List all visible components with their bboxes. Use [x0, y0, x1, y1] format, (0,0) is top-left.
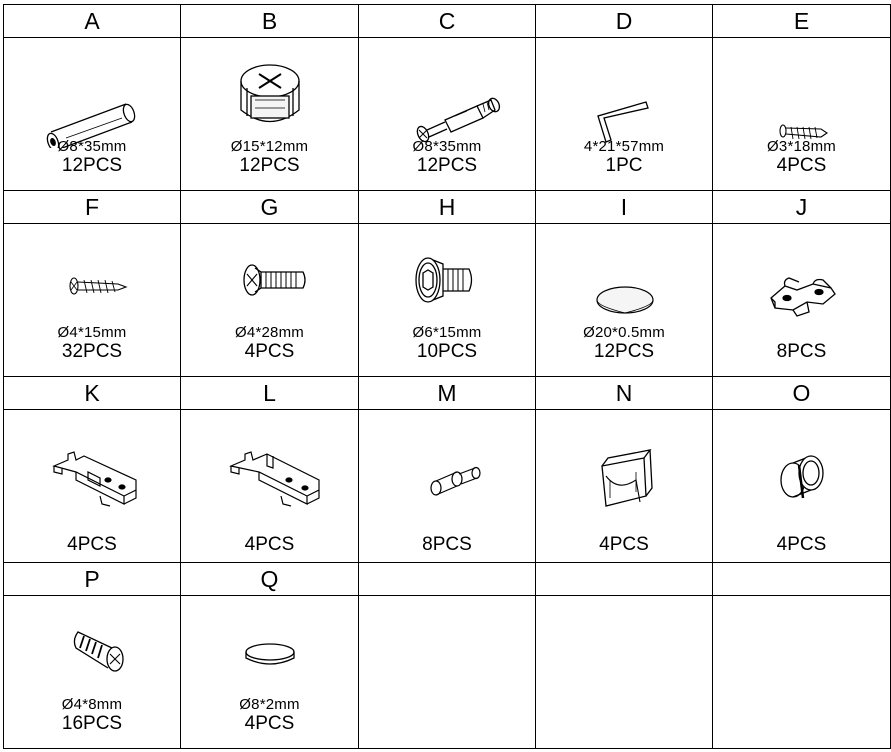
part-quantity: 10PCS [416, 341, 478, 362]
part-cell-b [181, 38, 359, 191]
empty-cell [536, 596, 713, 749]
part-cell-m [359, 410, 536, 563]
header-row [4, 377, 891, 410]
part-cell-i [536, 224, 713, 377]
empty-cell [359, 596, 536, 749]
hinge-plate-icon [713, 224, 890, 334]
part-letter: K [4, 377, 181, 410]
part-size: 4*21*57mm [583, 138, 665, 155]
header-row [4, 191, 891, 224]
cam-lock-icon [181, 38, 358, 148]
machine-screw-icon [181, 224, 358, 334]
part-size: Ø15*12mm [230, 138, 309, 155]
parts-row [4, 596, 891, 749]
part-size: Ø20*0.5mm [583, 324, 665, 341]
part-letter: B [181, 5, 359, 38]
part-size: Ø8*35mm [412, 138, 482, 155]
part-quantity: 4PCS [599, 534, 649, 555]
part-quantity: 12PCS [593, 341, 655, 362]
part-cell-f [4, 224, 181, 377]
part-quantity: 8PCS [776, 341, 827, 362]
part-size: Ø8*35mm [57, 138, 127, 155]
part-letter: D [536, 5, 713, 38]
round-pad-icon [181, 596, 358, 706]
part-cell-g [181, 224, 359, 377]
part-quantity: 12PCS [416, 155, 478, 176]
header-row [4, 5, 891, 38]
part-cell-d [536, 38, 713, 191]
part-letter: H [359, 191, 536, 224]
part-quantity: 12PCS [61, 155, 123, 176]
part-cell-a [4, 38, 181, 191]
part-letter: F [4, 191, 181, 224]
part-quantity: 4PCS [776, 155, 827, 176]
part-quantity: 12PCS [239, 155, 300, 176]
part-cell-o [713, 410, 891, 563]
part-letter: M [359, 377, 536, 410]
hex-socket-bolt-icon [359, 224, 535, 334]
part-quantity: 32PCS [61, 341, 123, 362]
part-size: Ø4*15mm [57, 324, 127, 341]
part-cell-l [181, 410, 359, 563]
shelf-pin-icon [359, 410, 535, 520]
part-size: Ø8*2mm [239, 696, 300, 713]
parts-row [4, 38, 891, 191]
part-letter: J [713, 191, 891, 224]
knob-icon [713, 410, 890, 520]
part-letter: P [4, 563, 181, 596]
part-quantity: 4PCS [67, 534, 117, 555]
cam-bolt-icon [359, 38, 535, 148]
empty-cell [536, 563, 713, 596]
short-screw-icon [4, 596, 180, 706]
hinge-icon [4, 410, 180, 520]
wood-screw-icon [4, 224, 180, 334]
header-row [4, 563, 891, 596]
part-cell-q [181, 596, 359, 749]
part-cell-c [359, 38, 536, 191]
wooden-dowel-icon [4, 38, 180, 148]
part-cell-h [359, 224, 536, 377]
part-cell-j [713, 224, 891, 377]
part-quantity: 8PCS [422, 534, 472, 555]
part-cell-n [536, 410, 713, 563]
part-letter: E [713, 5, 891, 38]
part-quantity: 4PCS [244, 713, 295, 734]
empty-cell [359, 563, 536, 596]
part-quantity: 4PCS [776, 534, 827, 555]
part-letter: A [4, 5, 181, 38]
part-quantity: 4PCS [244, 341, 295, 362]
part-letter: C [359, 5, 536, 38]
parts-table [3, 4, 891, 749]
part-cell-p [4, 596, 181, 749]
part-size: Ø4*28mm [235, 324, 304, 341]
bracket-icon [536, 410, 712, 520]
part-size: Ø3*18mm [767, 138, 836, 155]
part-letter: N [536, 377, 713, 410]
part-letter: I [536, 191, 713, 224]
part-letter: O [713, 377, 891, 410]
part-size: Ø6*15mm [412, 324, 482, 341]
parts-row [4, 224, 891, 377]
hinge-icon [181, 410, 358, 520]
empty-cell [713, 596, 891, 749]
small-wood-screw-icon [713, 38, 890, 148]
empty-cell [713, 563, 891, 596]
part-cell-e [713, 38, 891, 191]
part-quantity: 16PCS [61, 713, 123, 734]
part-quantity: 1PC [605, 155, 643, 176]
part-quantity: 4PCS [244, 534, 295, 555]
parts-row [4, 410, 891, 563]
allen-key-icon [536, 38, 712, 148]
felt-pad-icon [536, 224, 712, 334]
part-letter: G [181, 191, 359, 224]
part-size: Ø4*8mm [61, 696, 123, 713]
part-cell-k [4, 410, 181, 563]
part-letter: Q [181, 563, 359, 596]
part-letter: L [181, 377, 359, 410]
